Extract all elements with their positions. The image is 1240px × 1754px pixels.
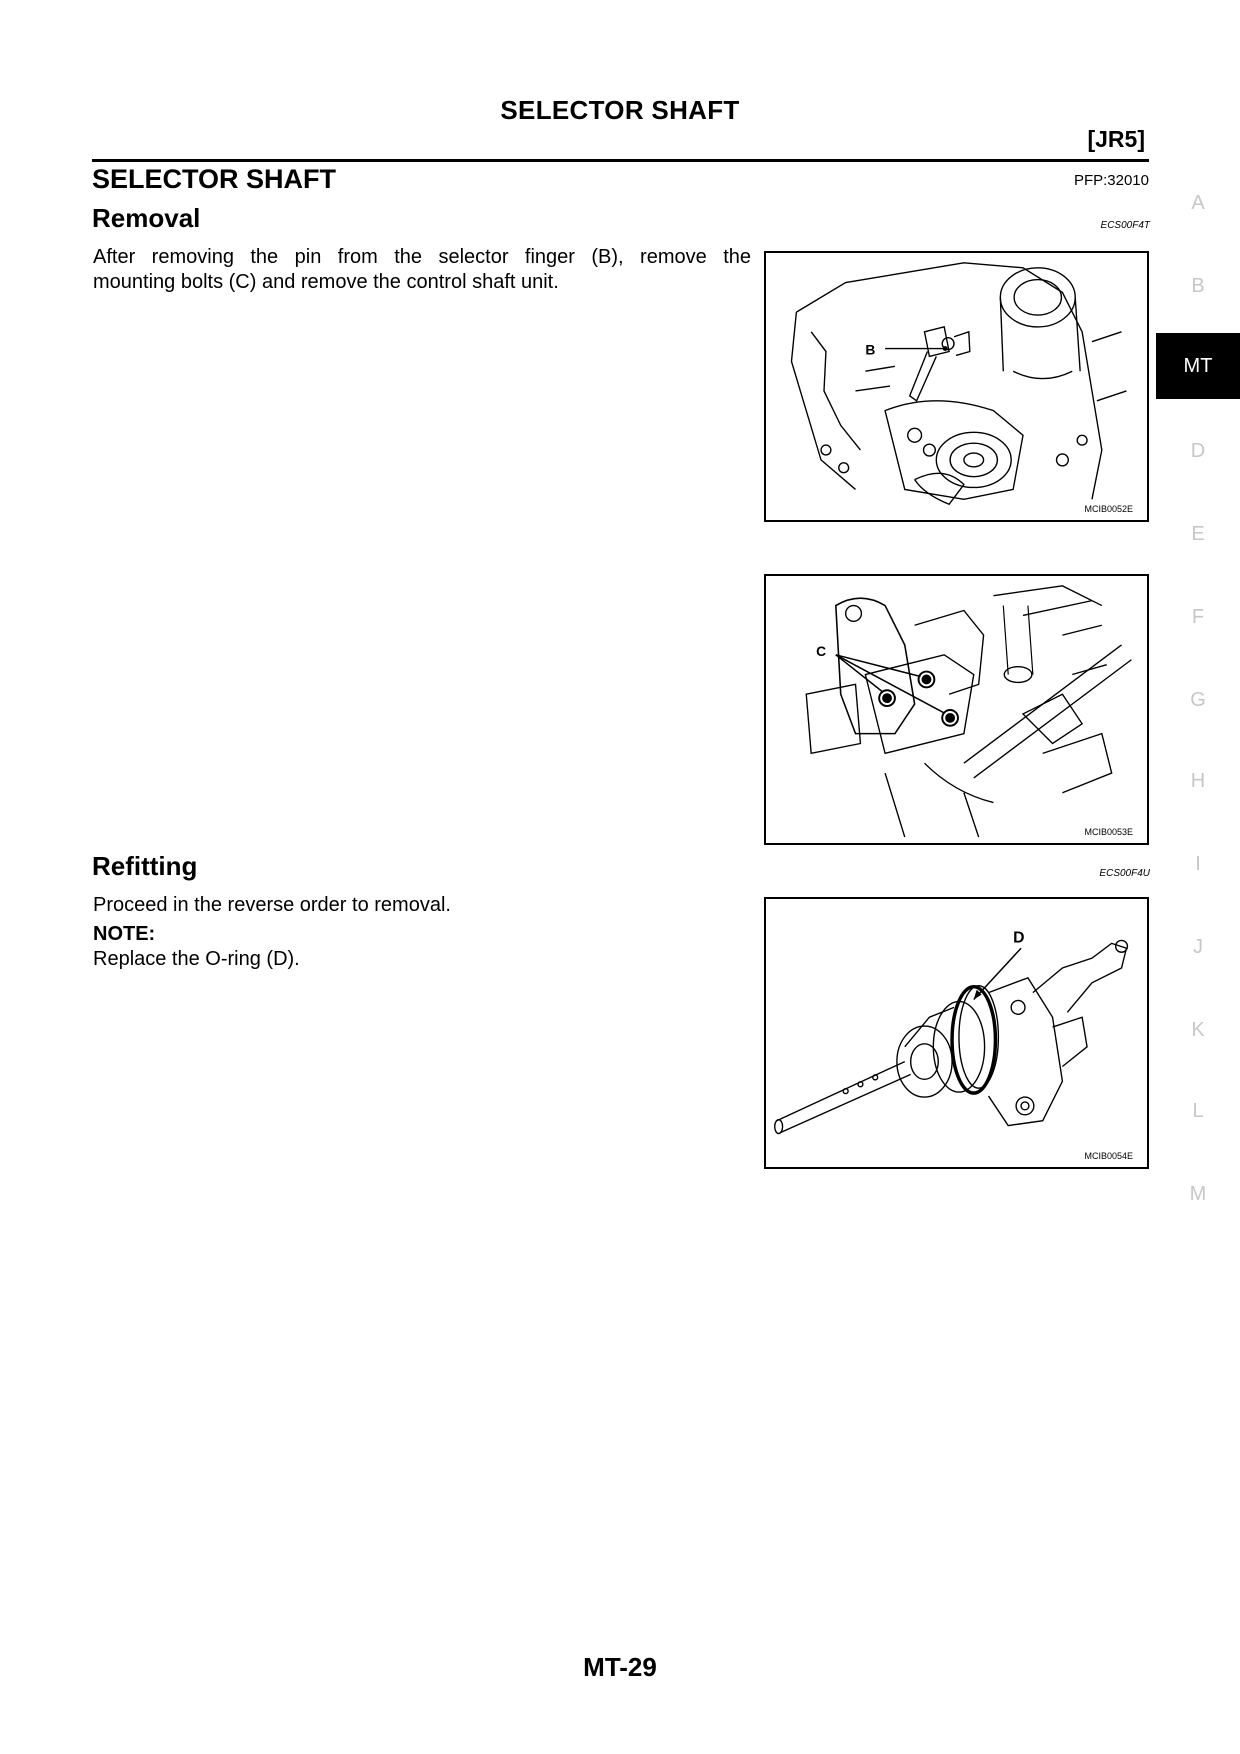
tab-d[interactable]: D — [1190, 440, 1206, 462]
tab-b[interactable]: B — [1191, 275, 1205, 297]
refitting-instructions — [93, 893, 451, 972]
callout-c: C — [816, 643, 827, 659]
refitting-section-code: ECS00F4U — [1099, 868, 1150, 879]
tab-i[interactable]: I — [1195, 853, 1201, 875]
callout-d: D — [1013, 929, 1025, 947]
tab-e[interactable]: E — [1191, 523, 1205, 545]
page-header-title: SELECTOR SHAFT — [500, 95, 740, 125]
figure-mounting-bolts — [764, 574, 1149, 845]
selector-finger-illustration — [766, 253, 1147, 520]
tab-g[interactable]: G — [1190, 689, 1206, 711]
tab-h[interactable]: H — [1190, 770, 1206, 792]
page-number: MT-29 — [583, 1652, 657, 1682]
o-ring-illustration — [766, 899, 1147, 1167]
tab-a[interactable]: A — [1191, 192, 1205, 214]
header-rule — [92, 159, 1149, 162]
tab-m[interactable]: M — [1189, 1183, 1207, 1205]
pfp-code: PFP:32010 — [1073, 172, 1149, 189]
figure-id-2: MCIB0053E — [1084, 827, 1133, 837]
tab-l[interactable]: L — [1192, 1100, 1204, 1122]
note-label: NOTE: — [93, 923, 156, 945]
figure-id-1: MCIB0052E — [1084, 504, 1133, 514]
removal-section-code: ECS00F4T — [1100, 220, 1150, 231]
removal-text-line-1: After removing the pin from the selector finger (B), remove the — [93, 246, 751, 268]
tab-f[interactable]: F — [1191, 606, 1205, 628]
mounting-bolts-illustration — [766, 576, 1147, 843]
refitting-heading: Refitting — [92, 851, 198, 881]
refitting-text: Proceed in the reverse order to removal. — [93, 894, 451, 916]
section-title: SELECTOR SHAFT — [92, 164, 337, 194]
figure-id-3: MCIB0054E — [1084, 1151, 1133, 1161]
removal-text-line-2: mounting bolts (C) and remove the control shaft unit. — [93, 271, 559, 293]
tab-j[interactable]: J — [1193, 936, 1203, 958]
figure-selector-finger — [764, 251, 1149, 522]
removal-instructions — [93, 245, 751, 295]
callout-b: B — [865, 342, 876, 358]
note-text: Replace the O-ring (D). — [93, 948, 300, 970]
tab-k[interactable]: K — [1191, 1019, 1205, 1041]
figure-o-ring — [764, 897, 1149, 1169]
tab-mt[interactable]: MT — [1156, 333, 1240, 399]
removal-heading: Removal — [92, 203, 201, 233]
model-code: [JR5] — [1087, 126, 1145, 152]
